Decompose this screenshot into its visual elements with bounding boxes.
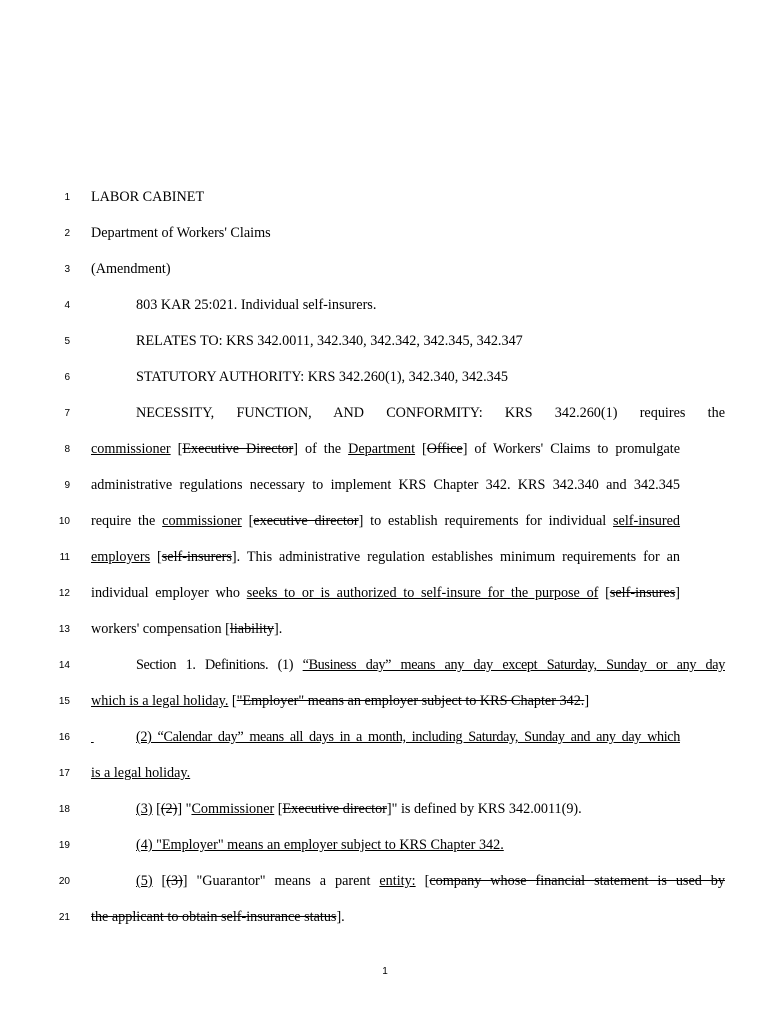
line-text: [91, 692, 680, 710]
document-line: [0, 260, 770, 280]
text-run: ] of the: [293, 441, 349, 457]
inserted-text: entity:: [379, 873, 416, 889]
text-run: [: [228, 693, 237, 709]
line-text: [91, 620, 680, 638]
deleted-text: Executive director: [282, 801, 387, 817]
deleted-text: Executive Director: [182, 441, 294, 457]
page-number: 1: [382, 966, 388, 977]
text-run: administrative regulations necessary to implement KRS Chapter 342. KRS 342.340 and 342.345: [91, 477, 680, 493]
text-run: [: [241, 513, 254, 529]
line-number: 21: [58, 912, 70, 923]
document-line: [0, 224, 770, 244]
line-text: [91, 512, 680, 530]
inserted-text: (4) "Employer" means an employer subject to KRS Chapter 342.: [136, 837, 504, 853]
line-text: [91, 728, 680, 746]
text-run: ].: [274, 621, 283, 637]
deleted-text: executive director: [253, 513, 359, 529]
document-line: [0, 764, 770, 784]
document-line: [0, 584, 770, 604]
line-number: 10: [58, 516, 70, 527]
line-text: [91, 476, 680, 494]
line-text: [91, 332, 725, 350]
inserted-text: (5): [136, 873, 153, 889]
line-number: 7: [64, 408, 70, 419]
line-text: [91, 800, 725, 818]
document-line: [0, 800, 770, 820]
line-text: [91, 656, 725, 674]
line-text: [91, 764, 680, 782]
line-text: [91, 296, 725, 314]
text-run: ] ": [177, 801, 192, 817]
document-line: [0, 512, 770, 532]
inserted-text: seeks to or is authorized to self-insure for the purpose of: [246, 585, 599, 601]
text-run: [: [152, 801, 161, 817]
text-run: ] of Workers' Claims to promulgate: [462, 441, 680, 457]
text-run: [: [274, 801, 283, 817]
line-text: [91, 908, 680, 926]
document-line: [0, 728, 770, 748]
text-run: Department of Workers' Claims: [91, 225, 271, 241]
document-line: [0, 620, 770, 640]
text-run: ] "Guarantor" means a parent: [182, 873, 380, 889]
line-number: 4: [64, 300, 70, 311]
line-text: [91, 548, 680, 566]
line-text: [91, 188, 680, 206]
line-text: [91, 836, 725, 854]
document-line: [0, 368, 770, 388]
line-number: 14: [58, 660, 70, 671]
text-run: ]. This administrative regulation establishes minimum requirements for an: [231, 549, 680, 565]
line-text: [91, 224, 680, 242]
text-run: [: [598, 585, 610, 601]
document-line: [0, 404, 770, 424]
text-run: ]: [675, 585, 680, 601]
text-run: ]: [584, 693, 590, 709]
document-line: [0, 296, 770, 316]
line-number: 17: [58, 768, 70, 779]
inserted-text: Department: [348, 441, 416, 457]
line-text: [91, 440, 680, 458]
inserted-text: commissioner: [91, 441, 171, 457]
underlined-indent: [91, 728, 136, 746]
text-run: ] to establish requirements for individual: [358, 513, 614, 529]
deleted-text: Office: [426, 441, 463, 457]
inserted-text: commissioner: [162, 513, 242, 529]
deleted-text: "Employer" means an employer subject to KRS Chapter 342.: [236, 693, 585, 709]
text-run: [: [415, 873, 430, 889]
line-number: 8: [64, 444, 70, 455]
deleted-text: (3): [166, 873, 183, 889]
deleted-text: (2): [160, 801, 178, 817]
deleted-text: liability: [229, 621, 275, 637]
inserted-text: employers: [91, 549, 151, 565]
document-line: [0, 836, 770, 856]
line-number: 15: [58, 696, 70, 707]
text-run: individual employer who: [91, 585, 247, 601]
line-text: [91, 368, 725, 386]
text-run: Section 1. Definitions. (1): [136, 657, 303, 673]
line-number: 16: [58, 732, 70, 743]
line-number: 3: [64, 264, 70, 275]
document-line: [0, 188, 770, 208]
inserted-text: Commissioner: [191, 801, 275, 817]
line-number: 12: [58, 588, 70, 599]
document-line: [0, 332, 770, 352]
text-run: ]" is defined by KRS 342.0011(9).: [386, 801, 582, 817]
document-line: [0, 476, 770, 496]
document-line: [0, 872, 770, 892]
document-line: [0, 656, 770, 676]
line-text: [91, 260, 680, 278]
text-run: [: [152, 873, 167, 889]
text-run: LABOR CABINET: [91, 189, 205, 205]
line-number: 19: [58, 840, 70, 851]
inserted-text: “Business day” means any day except Saturday, Sunday or any day: [302, 657, 725, 673]
text-run: STATUTORY AUTHORITY: KRS 342.260(1), 342.340, 342.345: [136, 369, 508, 385]
text-run: RELATES TO: KRS 342.0011, 342.340, 342.342, 342.345, 342.347: [136, 333, 523, 349]
deleted-text: company whose financial statement is used by: [429, 873, 725, 889]
text-run: [: [150, 549, 162, 565]
document-line: [0, 440, 770, 460]
line-number: 5: [64, 336, 70, 347]
document-line: [0, 908, 770, 928]
inserted-text: which is a legal holiday.: [91, 693, 229, 709]
line-text: [91, 404, 725, 422]
line-number: 6: [64, 372, 70, 383]
deleted-text: self-insures: [609, 585, 676, 601]
text-run: [: [170, 441, 183, 457]
text-run: workers' compensation [: [91, 621, 230, 637]
deleted-text: self-insurers: [161, 549, 232, 565]
line-number: 13: [58, 624, 70, 635]
document-line: [0, 692, 770, 712]
text-run: NECESSITY, FUNCTION, AND CONFORMITY: KRS 342.260(1) requires the: [136, 405, 725, 421]
inserted-text: (2) “Calendar day” means all days in a month, including Saturday, Sunday and any day which: [136, 729, 680, 745]
inserted-text: (3): [136, 801, 153, 817]
line-text: [91, 584, 680, 602]
inserted-text: is a legal holiday.: [91, 765, 191, 781]
line-number: 2: [64, 228, 70, 239]
text-run: 803 KAR 25:021. Individual self-insurers.: [136, 297, 377, 313]
line-number: 20: [58, 876, 70, 887]
text-run: (Amendment): [91, 261, 171, 277]
document-line: [0, 548, 770, 568]
line-number: 18: [58, 804, 70, 815]
text-run: ].: [336, 909, 345, 925]
line-number: 9: [64, 480, 70, 491]
line-text: [91, 872, 725, 890]
line-number: 11: [59, 552, 70, 563]
line-number: 1: [64, 192, 70, 203]
deleted-text: the applicant to obtain self-insurance status: [91, 909, 337, 925]
text-run: require the: [91, 513, 163, 529]
inserted-text: self-insured: [613, 513, 681, 529]
text-run: [: [415, 441, 427, 457]
